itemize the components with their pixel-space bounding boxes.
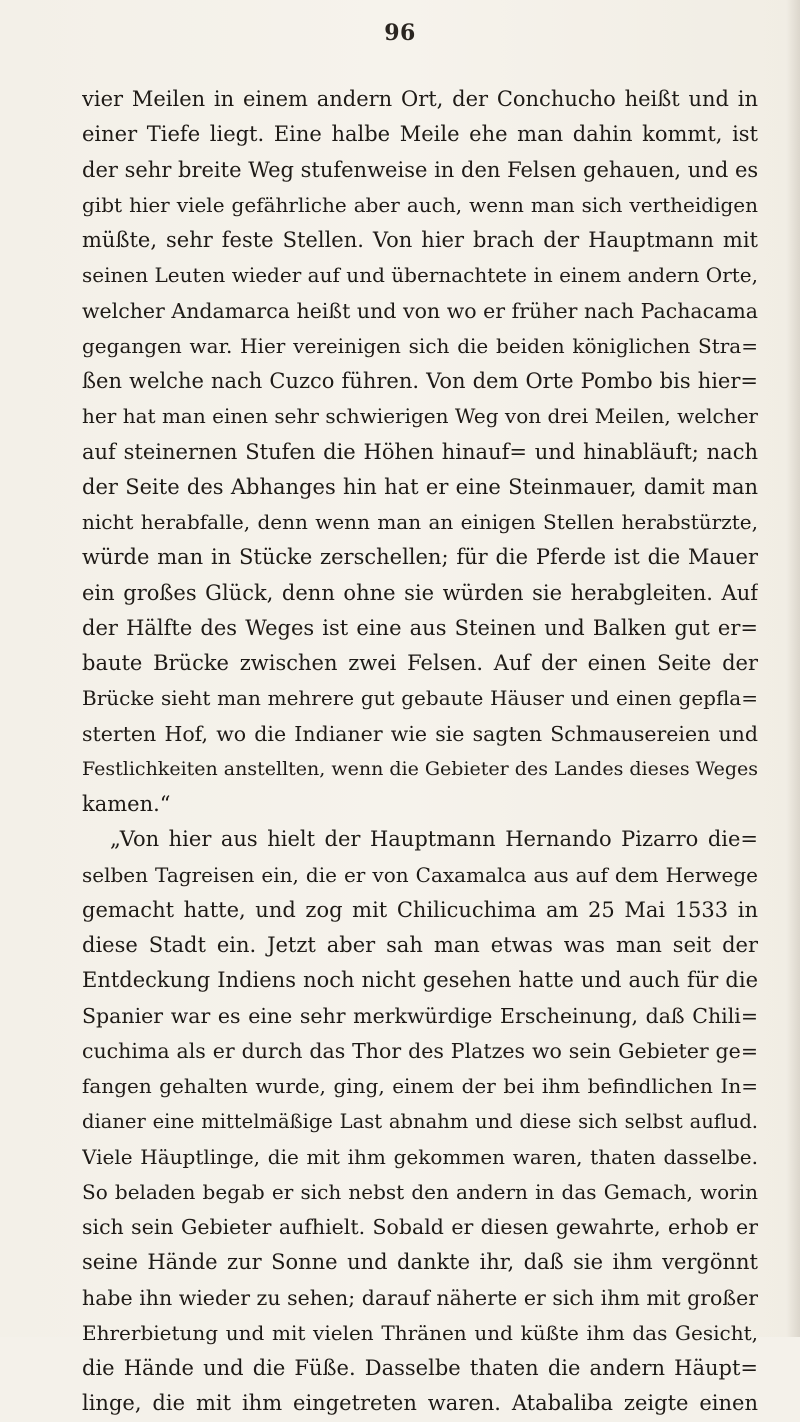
text-line: der Hälfte des Weges ist eine aus Steinen und Balken gut er= [82, 615, 758, 640]
text-line: kamen.“ [82, 792, 171, 816]
text-line: sterten Hof, wo die Indianer wie sie sagten Schmausereien und [82, 721, 758, 746]
text-line: gegangen war. Hier vereinigen sich die beiden königlichen Stra= [82, 333, 758, 358]
text-line: seinen Leuten wieder auf und übernachtete in einem andern Orte, [82, 263, 758, 288]
text-line: linge, die mit ihm eingetreten waren. Atabaliba zeigte einen [82, 1391, 758, 1416]
text-line: her hat man einen sehr schwierigen Weg von drei Meilen, welcher [82, 404, 758, 429]
text-line: einer Tiefe liegt. Eine halbe Meile ehe man dahin kommt, ist [82, 122, 758, 147]
text-line: diese Stadt ein. Jetzt aber sah man etwas was man seit der [82, 933, 758, 957]
text-line: seine Hände zur Sonne und dankte ihr, daß sie ihm vergönnt [82, 1250, 758, 1275]
text-line: cuchima als er durch das Thor des Platzes wo sein Gebieter ge= [82, 1038, 758, 1063]
text-line: ein großes Glück, denn ohne sie würden sie herabgleiten. Auf [82, 580, 758, 605]
text-line: dianer eine mittelmäßige Last abnahm und diese sich selbst auflud. [82, 1110, 758, 1134]
page-edge-shadow [786, 0, 800, 1337]
text-line: die Hände und die Füße. Dasselbe thaten die andern Häupt= [82, 1356, 758, 1380]
text-line: sich sein Gebieter aufhielt. Sobald er diesen gewahrte, erhob er [82, 1215, 758, 1239]
text-line: gibt hier viele gefährliche aber auch, wenn man sich vertheidigen [82, 192, 758, 217]
text-line: So beladen begab er sich nebst den andern in das Gemach, worin [82, 1179, 758, 1204]
text-line: auf steinernen Stufen die Höhen hinauf= und hinabläuft; nach [82, 439, 758, 464]
text-line: „Von hier aus hielt der Hauptmann Hernando Pizarro die= [110, 827, 758, 852]
body-text [82, 82, 758, 1422]
text-line: Entdeckung Indiens noch nicht gesehen hatte und auch für die [82, 968, 758, 993]
text-line: habe ihn wieder zu sehen; darauf näherte er sich ihm mit großer [82, 1285, 758, 1310]
text-line: fangen gehalten wurde, ging, einem der bei ihm befindlichen In= [82, 1074, 758, 1098]
text-line: ßen welche nach Cuzco führen. Von dem Orte Pombo bis hier= [82, 369, 758, 393]
text-line: selben Tagreisen ein, die er von Caxamalca aus auf dem Herwege [82, 862, 758, 887]
text-line: Festlichkeiten anstellten, wenn die Gebieter des Landes dieses Weges [82, 757, 758, 780]
page-number: 96 [384, 20, 416, 46]
text-line: müßte, sehr feste Stellen. Von hier brach der Hauptmann mit [82, 228, 758, 252]
text-line: würde man in Stücke zerschellen; für die Pferde ist die Mauer [82, 545, 758, 570]
text-line: welcher Andamarca heißt und von wo er früher nach Pachacama [82, 298, 758, 323]
text-line: baute Brücke zwischen zwei Felsen. Auf der einen Seite der [82, 651, 758, 675]
text-line: gemacht hatte, und zog mit Chilicuchima am 25 Mai 1533 in [82, 897, 758, 922]
text-line: nicht herabfalle, denn wenn man an einigen Stellen herabstürzte, [82, 510, 758, 534]
text-line: vier Meilen in einem andern Ort, der Conchucho heißt und in [82, 87, 758, 111]
text-line: Spanier war es eine sehr merkwürdige Erscheinung, daß Chili= [82, 1003, 758, 1028]
text-line: Brücke sieht man mehrere gut gebaute Häuser und einen gepfla= [82, 686, 758, 711]
text-line: der sehr breite Weg stufenweise in den Felsen gehauen, und es [82, 157, 758, 182]
text-line: Ehrerbietung und mit vielen Thränen und küßte ihm das Gesicht, [82, 1320, 758, 1345]
text-line: der Seite des Abhanges hin hat er eine Steinmauer, damit man [82, 474, 758, 499]
text-line: Viele Häuptlinge, die mit ihm gekommen waren, thaten dasselbe. [82, 1144, 758, 1169]
